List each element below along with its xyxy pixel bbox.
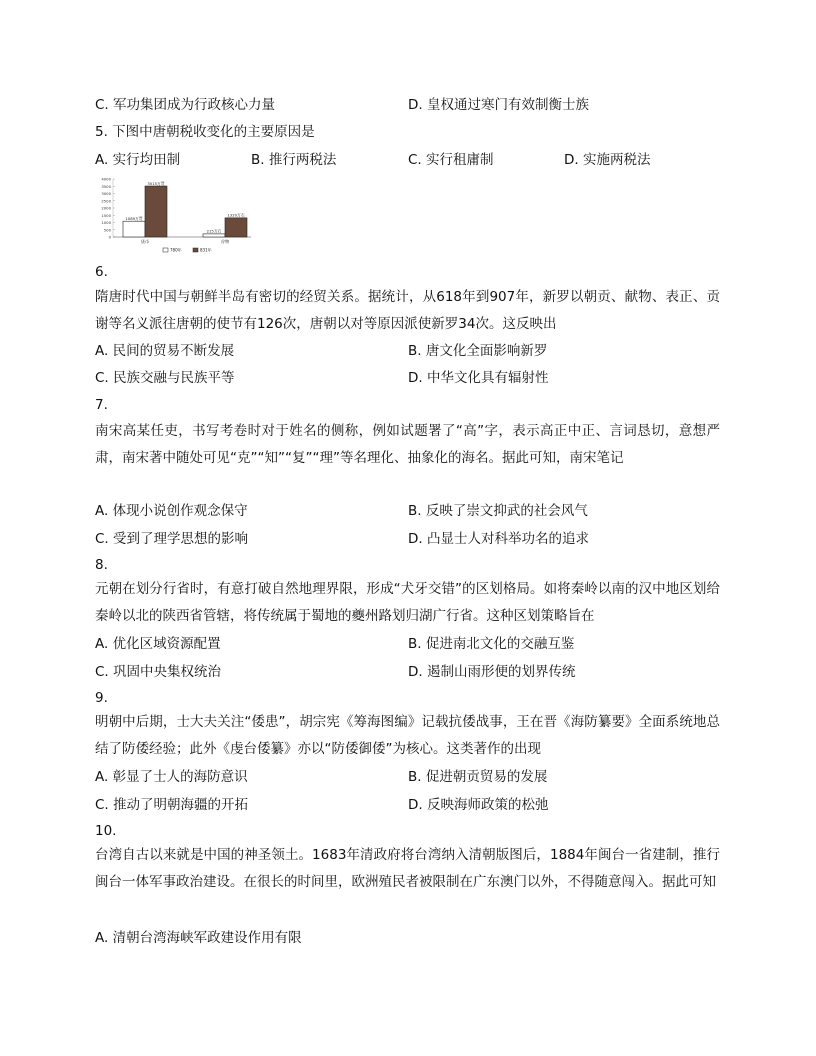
q7-option-c: C. 受到了理学思想的影响 — [95, 531, 249, 547]
q10-option-a: A. 清朝台湾海峡军政建设作用有限 — [95, 930, 302, 946]
bar-0-0 — [123, 221, 145, 237]
q9-stem: 明朝中后期，士大夫关注“倭患”，胡宗宪《筹海图编》记载抗倭战事，王在晋《海防纂要》全面系统地总结了防倭经验；此外《虔台倭纂》亦以“防倭御倭”为核心。这类著作的出现 — [95, 714, 720, 757]
bar-1-0 — [203, 234, 225, 237]
y-tick-label: 2500 — [101, 198, 111, 204]
data-label: 1320万石 — [227, 212, 245, 218]
q7-option-a: A. 体现小说创作观念保守 — [95, 503, 248, 519]
q7-stem: 南宋高某任吏，书写考卷时对于姓名的侧称，例如试题署了“高”字，表示高正中正、言词恳切，意想严肃，南宋著中随处可见“克”“知”“复”“理”等名理化、抽象化的海名。据此可知，南宋笔记 — [95, 423, 720, 466]
q7-number: 7. — [95, 397, 108, 413]
q9-number: 9. — [95, 690, 108, 706]
q8-stem: 元朝在划分行省时，有意打破自然地理界限，形成“犬牙交错”的区划格局。如将秦岭以南的汉中地区划给秦岭以北的陕西省管辖，将传统属于蜀地的夔州路划归湖广行省。这种区划策略旨在 — [95, 581, 720, 624]
q10-stem: 台湾自古以来就是中国的神圣领土。1683年清政府将台湾纳入清朝版图后，1884年闽台一省建制，推行闽台一体军事政治建设。在很长的时间里，欧洲殖民者被限制在广东澳门以外，不得随意闯入。据此可知 — [95, 847, 720, 890]
y-tick-label: 0 — [108, 234, 111, 240]
q8-option-b: B. 促进南北文化的交融互鉴 — [408, 636, 575, 652]
y-tick-label: 4000 — [101, 176, 111, 182]
x-tick-label: 谷物 — [220, 239, 230, 244]
y-tick-label: 2000 — [101, 205, 111, 211]
q4-option-d: D. 皇权通过寒门有效制衡士族 — [408, 97, 589, 113]
q5-option-c: C. 实行租庸制 — [408, 152, 494, 168]
q8-option-d: D. 遏制山雨形便的划界传统 — [408, 664, 576, 680]
y-tick-label: 3000 — [101, 191, 111, 196]
tax-revenue-chart — [95, 175, 255, 257]
y-tick-label: 1000 — [101, 220, 111, 225]
legend-label: 831年 — [200, 247, 212, 253]
q6-number: 6. — [95, 264, 108, 280]
x-tick-labels — [141, 238, 230, 245]
data-label: 1089万贯 — [125, 216, 143, 222]
q7-option-b: B. 反映了崇文抑武的社会风气 — [408, 503, 588, 519]
bar-1-1 — [225, 218, 247, 237]
q5-stem: 5. 下图中唐朝税收变化的主要原因是 — [95, 124, 315, 140]
legend-label: 780年 — [170, 247, 182, 253]
q8-option-c: C. 巩固中央集权统治 — [95, 664, 222, 680]
q4-option-c: C. 军功集团成为行政核心力量 — [95, 97, 276, 113]
bar-group — [123, 186, 247, 237]
q9-option-d: D. 反映海师政策的松弛 — [408, 797, 549, 813]
q6-stem: 隋唐时代中国与朝鲜半岛有密切的经贸关系。据统计，从618年到907年，新罗以朝贡、献物、表正、贡谢等名义派往唐朝的使节有126次，唐朝以对等原因派使新罗34次。这反映出 — [95, 289, 720, 332]
y-tick-label: 3500 — [101, 183, 111, 189]
q10-number: 10. — [95, 823, 117, 839]
y-tick-label: 500 — [103, 227, 111, 233]
data-label: 3515万贯 — [147, 180, 165, 186]
q6-option-a: A. 民间的贸易不断发展 — [95, 343, 235, 359]
q5-option-a: A. 实行均田制 — [95, 152, 181, 168]
data-label: 215万石 — [206, 228, 222, 234]
q8-option-a: A. 优化区域资源配置 — [95, 636, 221, 652]
q7-option-d: D. 凸显士人对科举功名的追求 — [408, 531, 589, 547]
q5-option-b: B. 推行两税法 — [251, 152, 337, 168]
q9-option-c: C. 推动了明朝海疆的开拓 — [95, 797, 249, 813]
legend-swatch — [163, 248, 168, 252]
legend — [163, 247, 212, 253]
q9-option-b: B. 促进朝贡贸易的发展 — [408, 769, 548, 785]
q8-number: 8. — [95, 557, 108, 573]
q6-option-b: B. 唐文化全面影响新罗 — [408, 343, 548, 359]
x-tick-label: 货币 — [140, 239, 150, 244]
q9-option-a: A. 彰显了士人的海防意识 — [95, 769, 248, 785]
q5-option-d: D. 实施两税法 — [564, 152, 651, 168]
q6-option-c: C. 民族交融与民族平等 — [95, 370, 235, 386]
chart-svg — [95, 175, 255, 257]
legend-swatch — [193, 248, 198, 252]
y-tick-label: 1500 — [101, 212, 111, 218]
bar-0-1 — [145, 186, 167, 237]
q6-option-d: D. 中华文化具有辐射性 — [408, 370, 549, 386]
